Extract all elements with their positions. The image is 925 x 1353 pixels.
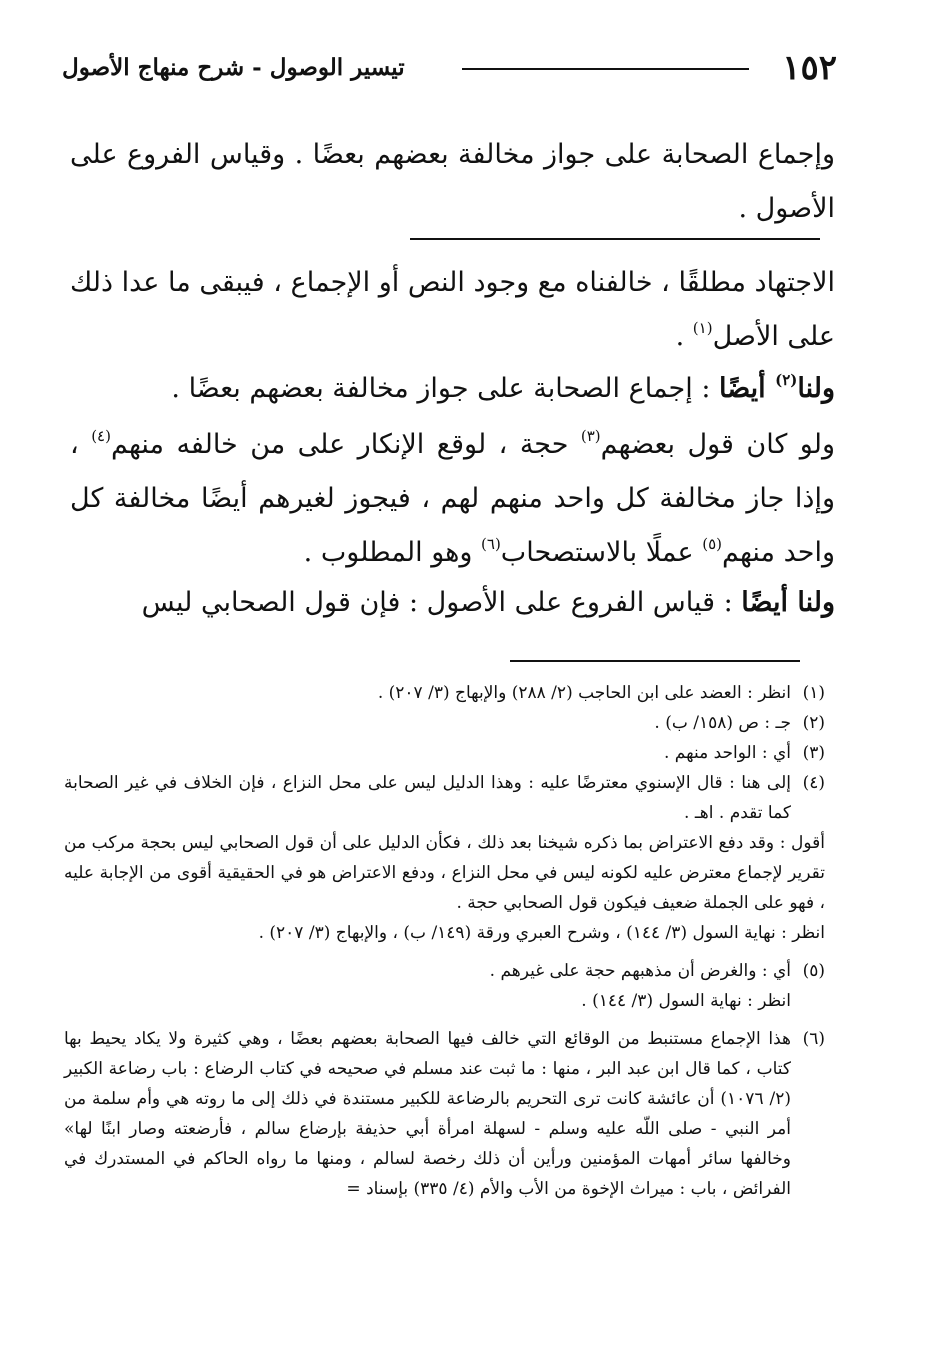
paragraph-text: ، وإذا جاز مخالفة كل واحد منهم لهم ، فيجوز لغيرهم أيضًا مخالفة كل واحد منهم bbox=[70, 429, 835, 568]
footnote-3 bbox=[64, 738, 825, 768]
page-number: ١٥٢ bbox=[782, 48, 837, 88]
footnote-text: أي : والغرض أن مذهبهم حجة على غيرهم . bbox=[489, 961, 791, 981]
section-rule bbox=[410, 238, 820, 240]
footnote-text: أي : الواحد منهم . bbox=[663, 743, 791, 763]
footnote-rule bbox=[510, 660, 800, 662]
paragraph-argument bbox=[70, 418, 835, 580]
paragraph-ijma bbox=[70, 362, 835, 416]
paragraph-lead: أيضًا bbox=[719, 373, 776, 404]
paragraph-text: عملًا بالاستصحاب bbox=[500, 537, 703, 568]
footnote-number: (٤) bbox=[802, 773, 825, 793]
paragraph-text: . bbox=[675, 321, 693, 352]
paragraph-lead: ولنا أيضًا bbox=[741, 587, 835, 618]
paragraph-text: : قياس الفروع على الأصول : فإن قول الصحابي ليس bbox=[141, 587, 742, 618]
footnote-5-reference bbox=[64, 986, 825, 1016]
page-header bbox=[62, 46, 837, 90]
footnote-ref-3[interactable]: (٣) bbox=[580, 427, 601, 445]
paragraph-text: ولو كان قول بعضهم bbox=[600, 429, 835, 460]
footnote-number: (٣) bbox=[802, 743, 825, 763]
paragraph-text: : إجماع الصحابة على جواز مخالفة بعضهم بعضًا . bbox=[171, 373, 720, 404]
footnote-number: (٦) bbox=[802, 1029, 825, 1049]
footnote-text: إلى هنا : قال الإسنوي معترضًا عليه : وهذا الدليل ليس على محل النزاع ، فإن الخلاف في غير الصحابة كما تقدم . اهـ . bbox=[64, 773, 791, 823]
running-title: تيسير الوصول - شرح منهاج الأصول bbox=[62, 54, 405, 81]
footnote-number: (٥) bbox=[802, 961, 825, 981]
footnote-ref-4[interactable]: (٤) bbox=[91, 427, 111, 445]
footnote-6 bbox=[64, 1024, 825, 1204]
paragraph-ijtihad bbox=[70, 256, 835, 364]
footnote-text: جـ : ص (١٥٨/ ب) . bbox=[654, 713, 791, 733]
footnote-number: (٢) bbox=[802, 713, 825, 733]
footnote-text: انظر : العضد على ابن الحاجب (٢/ ٢٨٨) والإبهاج (٣/ ٢٠٧) . bbox=[377, 683, 791, 703]
footnote-text: انظر : نهاية السول (٣/ ١٤٤) . bbox=[581, 991, 791, 1011]
footnote-5 bbox=[64, 956, 825, 986]
paragraph-text: حجة ، لوقع الإنكار على من خالفه منهم bbox=[110, 429, 581, 460]
footnote-2 bbox=[64, 708, 825, 738]
paragraph-lead: ولنا bbox=[797, 373, 835, 404]
footnote-4 bbox=[64, 768, 825, 828]
footnote-ref-5[interactable]: (٥) bbox=[702, 535, 722, 553]
footnote-number: (١) bbox=[802, 683, 825, 703]
paragraph-text: وهو المطلوب . bbox=[303, 537, 482, 568]
header-rule bbox=[462, 68, 749, 70]
footnotes bbox=[64, 678, 825, 1204]
footnote-text: هذا الإجماع مستنبط من الوقائع التي خالف فيها الصحابة بعضهم بعضًا ، وهي كثيرة ولا يكاد يحيط بها كتاب ، كما قال ابن عبد البر ، منها : ما ثبت عند مسلم في صحيحه في كتاب الرضاع : باب رضاعة الكبير (٢/ ١٠٧٦) أن عائشة كانت ترى التحريم بالرضاعة للكبير مستندة في ذلك إلى ما روته هي وأم سلمة من أمر النبي - صلى اللّه عليه وسلم - لسهلة امرأة أبي حذيفة بإرضاع سالم ، فأرضعته وصار ابنًا لها» وخالفها سائر أمهات المؤمنين ورأين أن ذلك رخصة لسالم ، ومنها ما رواه الحاكم في المستدرك في الفرائض ، باب : ميراث الإخوة من الأب والأم (٤/ ٣٣٥) بإسناد = bbox=[64, 1029, 791, 1199]
paragraph-text: الاجتهاد مطلقًا ، خالفناه مع وجود النص أو الإجماع ، فيبقى ما عدا ذلك على الأصل bbox=[70, 267, 835, 352]
footnote-ref-2[interactable]: (٢) bbox=[775, 371, 798, 389]
footnote-ref-1[interactable]: (١) bbox=[692, 319, 713, 337]
footnote-4-reference: انظر : نهاية السول (٣/ ١٤٤) ، وشرح العبري ورقة (١٤٩/ ب) ، والإبهاج (٣/ ٢٠٧) . bbox=[258, 923, 825, 943]
footnote-4-comment: أقول : وقد دفع الاعتراض بما ذكره شيخنا بعد ذلك ، فكأن الدليل على أن قول الصحابي ليس بحجة مركب من تقرير لإجماع معترض عليه لكونه ليس في محل النزاع ، ودفع الاعتراض هو في الحقيقية أقوى من الإجابة عليه ، فهو على الجملة ضعيف فيكون قول الصحابي حجة . bbox=[64, 833, 826, 913]
footnote-1 bbox=[64, 678, 825, 708]
paragraph-qiyas bbox=[70, 576, 835, 630]
paragraph-continuation: وإجماع الصحابة على جواز مخالفة بعضهم بعضًا . وقياس الفروع على الأصول . bbox=[70, 139, 835, 224]
footnote-ref-6[interactable]: (٦) bbox=[481, 535, 501, 553]
